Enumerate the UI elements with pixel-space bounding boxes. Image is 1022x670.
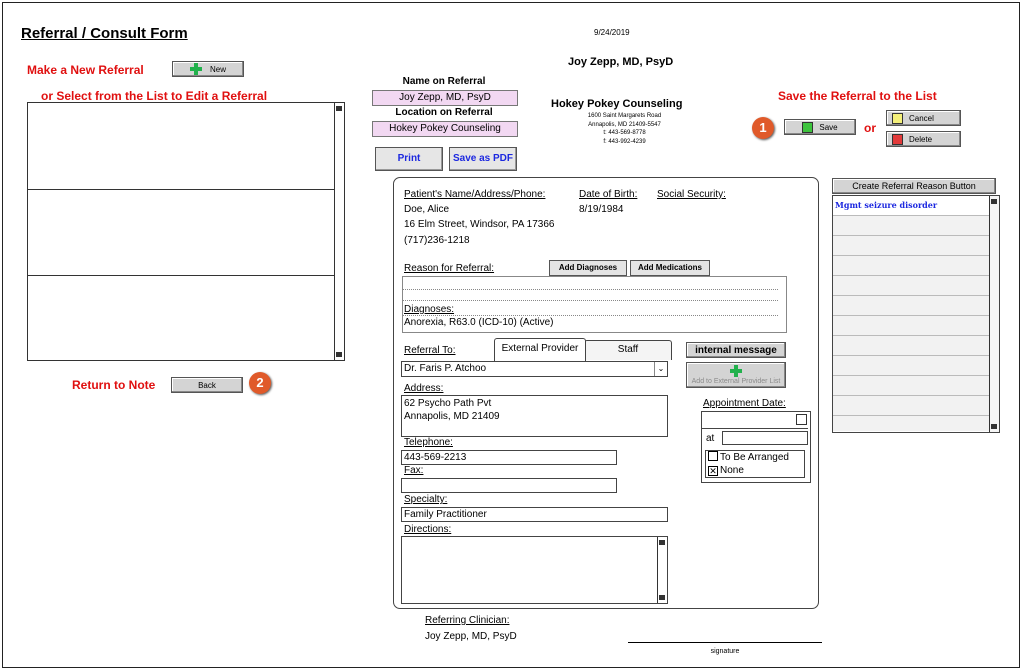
- reason-label: Reason for Referral:: [404, 263, 495, 274]
- dob-value: 8/19/1984: [579, 204, 624, 215]
- return-to-note-label: Return to Note: [72, 378, 156, 392]
- signature-label: signature: [710, 648, 740, 655]
- dob-label: Date of Birth:: [579, 189, 638, 200]
- callout-badge-2: 2: [249, 372, 271, 394]
- save-button-label: Save: [819, 122, 838, 132]
- list-item[interactable]: [833, 236, 989, 256]
- practice-name: Hokey Pokey Counseling: [551, 98, 683, 110]
- delete-button[interactable]: [886, 131, 961, 147]
- add-diagnoses-button[interactable]: Add Diagnoses: [549, 260, 627, 276]
- appointment-box: [701, 411, 811, 483]
- directions-field[interactable]: [401, 536, 668, 604]
- address-field[interactable]: [401, 395, 668, 437]
- reason-item-label: Mgmt seizure disorder: [835, 200, 938, 210]
- form-date: 9/24/2019: [594, 28, 630, 37]
- list-item[interactable]: [833, 416, 989, 431]
- add-to-list-label: Add to External Provider List: [691, 377, 781, 385]
- list-item[interactable]: [833, 316, 989, 336]
- scroll-up-icon[interactable]: [336, 106, 342, 111]
- calendar-icon[interactable]: [796, 414, 807, 425]
- specialty-label: Specialty:: [404, 494, 448, 505]
- address-line-2: Annapolis, MD 21409: [404, 411, 500, 422]
- list-item[interactable]: [833, 256, 989, 276]
- save-button[interactable]: [784, 119, 856, 135]
- to-be-arranged-checkbox[interactable]: [708, 451, 718, 461]
- address-line-1: 62 Psycho Path Pvt: [404, 398, 492, 409]
- print-button[interactable]: Print: [375, 147, 443, 171]
- provider-name: Joy Zepp, MD, PsyD: [568, 56, 674, 68]
- rule-line: [403, 300, 778, 301]
- telephone-field[interactable]: 443-569-2213: [401, 450, 617, 465]
- fax-field[interactable]: [401, 478, 617, 493]
- delete-button-label: Delete: [909, 134, 933, 144]
- directions-label: Directions:: [404, 524, 452, 535]
- chevron-down-icon[interactable]: ⌄: [654, 362, 667, 376]
- save-referral-label: Save the Referral to the List: [778, 89, 937, 103]
- none-label: None: [720, 465, 744, 476]
- add-medications-button[interactable]: Add Medications: [630, 260, 710, 276]
- referring-clinician-name: Joy Zepp, MD, PsyD: [425, 631, 517, 642]
- plus-icon: [730, 365, 742, 377]
- list-item[interactable]: [833, 356, 989, 376]
- scroll-down-icon[interactable]: [991, 424, 997, 429]
- list-item[interactable]: [833, 276, 989, 296]
- list-item[interactable]: [833, 196, 989, 216]
- page-title: Referral / Consult Form: [21, 25, 188, 42]
- list-item[interactable]: [833, 296, 989, 316]
- address-label: Address:: [404, 383, 444, 394]
- new-button[interactable]: [172, 61, 244, 77]
- practice-street: 1600 Saint Margarets Road: [587, 113, 662, 119]
- list-item[interactable]: [28, 276, 334, 359]
- new-button-label: New: [209, 64, 226, 74]
- list-item[interactable]: [28, 190, 334, 276]
- fax-label: Fax:: [404, 465, 424, 476]
- cancel-button-label: Cancel: [909, 113, 934, 123]
- appointment-date-field[interactable]: [702, 412, 808, 429]
- scroll-down-icon[interactable]: [659, 595, 665, 600]
- to-be-arranged-label: To Be Arranged: [720, 452, 789, 463]
- list-item[interactable]: [833, 336, 989, 356]
- save-as-pdf-button[interactable]: Save as PDF: [449, 147, 517, 171]
- patient-address: 16 Elm Street, Windsor, PA 17366: [404, 219, 555, 230]
- none-checkbox[interactable]: ✕: [709, 466, 717, 476]
- referral-list[interactable]: [27, 102, 345, 361]
- scrollbar[interactable]: [334, 103, 344, 360]
- delete-icon: [892, 134, 903, 145]
- rule-line: [403, 289, 778, 290]
- plus-icon: [190, 63, 202, 75]
- list-item[interactable]: [833, 396, 989, 416]
- back-button[interactable]: Back: [171, 377, 243, 393]
- appointment-time-field[interactable]: [722, 431, 808, 445]
- appointment-options: [705, 450, 805, 478]
- ssn-label: Social Security:: [657, 189, 726, 200]
- signature-line: [628, 642, 822, 643]
- referring-clinician-label: Referring Clinician:: [425, 615, 510, 626]
- practice-fax: f: 443-992-4239: [603, 138, 646, 145]
- at-label: at: [706, 433, 715, 444]
- patient-name: Doe, Alice: [404, 204, 450, 215]
- patient-info-label: Patient's Name/Address/Phone:: [404, 189, 546, 200]
- list-item[interactable]: [833, 216, 989, 236]
- name-on-referral-field[interactable]: Joy Zepp, MD, PsyD: [372, 90, 518, 106]
- tab-staff[interactable]: Staff: [584, 340, 672, 360]
- appointment-date-label: Appointment Date:: [703, 398, 786, 409]
- location-on-referral-field[interactable]: Hokey Pokey Counseling: [372, 121, 518, 137]
- practice-city: Annapolis, MD 21409-5547: [588, 121, 661, 128]
- reason-textarea[interactable]: [402, 276, 787, 333]
- scroll-up-icon[interactable]: [991, 199, 997, 204]
- list-item[interactable]: [833, 376, 989, 396]
- save-icon: [802, 122, 813, 133]
- rule-line: [403, 315, 778, 316]
- tab-external-provider[interactable]: External Provider: [494, 338, 586, 361]
- patient-phone: (717)236-1218: [404, 235, 470, 246]
- practice-address: [551, 112, 698, 146]
- scroll-up-icon[interactable]: [659, 540, 665, 545]
- referral-reason-list[interactable]: [832, 195, 1000, 433]
- or-text: or: [864, 121, 876, 135]
- callout-badge-1: 1: [752, 117, 774, 139]
- scroll-down-icon[interactable]: [336, 352, 342, 357]
- name-on-referral-label: Name on Referral: [402, 76, 486, 87]
- referral-to-label: Referral To:: [404, 345, 456, 356]
- create-referral-reason-button[interactable]: Create Referral Reason Button: [832, 178, 996, 194]
- referral-provider-value: Dr. Faris P. Atchoo: [404, 363, 487, 374]
- scrollbar[interactable]: [657, 537, 667, 603]
- select-list-label: or Select from the List to Edit a Referral: [41, 89, 268, 103]
- make-new-referral-label: Make a New Referral: [27, 63, 144, 77]
- specialty-field[interactable]: Family Practitioner: [401, 507, 668, 522]
- practice-phone: t: 443-569-8778: [603, 130, 646, 136]
- diagnoses-label: Diagnoses:: [404, 304, 455, 315]
- to-be-arranged-option[interactable]: [708, 451, 804, 464]
- referral-provider-select[interactable]: [401, 361, 668, 377]
- cancel-icon: [892, 113, 903, 124]
- add-to-provider-list-button[interactable]: [686, 362, 786, 388]
- list-item[interactable]: [28, 103, 334, 190]
- diagnosis-1: Anorexia, R63.0 (ICD-10) (Active): [404, 317, 554, 328]
- location-on-referral-label: Location on Referral: [395, 107, 493, 118]
- telephone-label: Telephone:: [404, 437, 453, 448]
- cancel-button[interactable]: [886, 110, 961, 126]
- scrollbar[interactable]: [989, 196, 999, 432]
- internal-message-button[interactable]: internal message: [686, 342, 786, 358]
- none-option[interactable]: [708, 464, 804, 477]
